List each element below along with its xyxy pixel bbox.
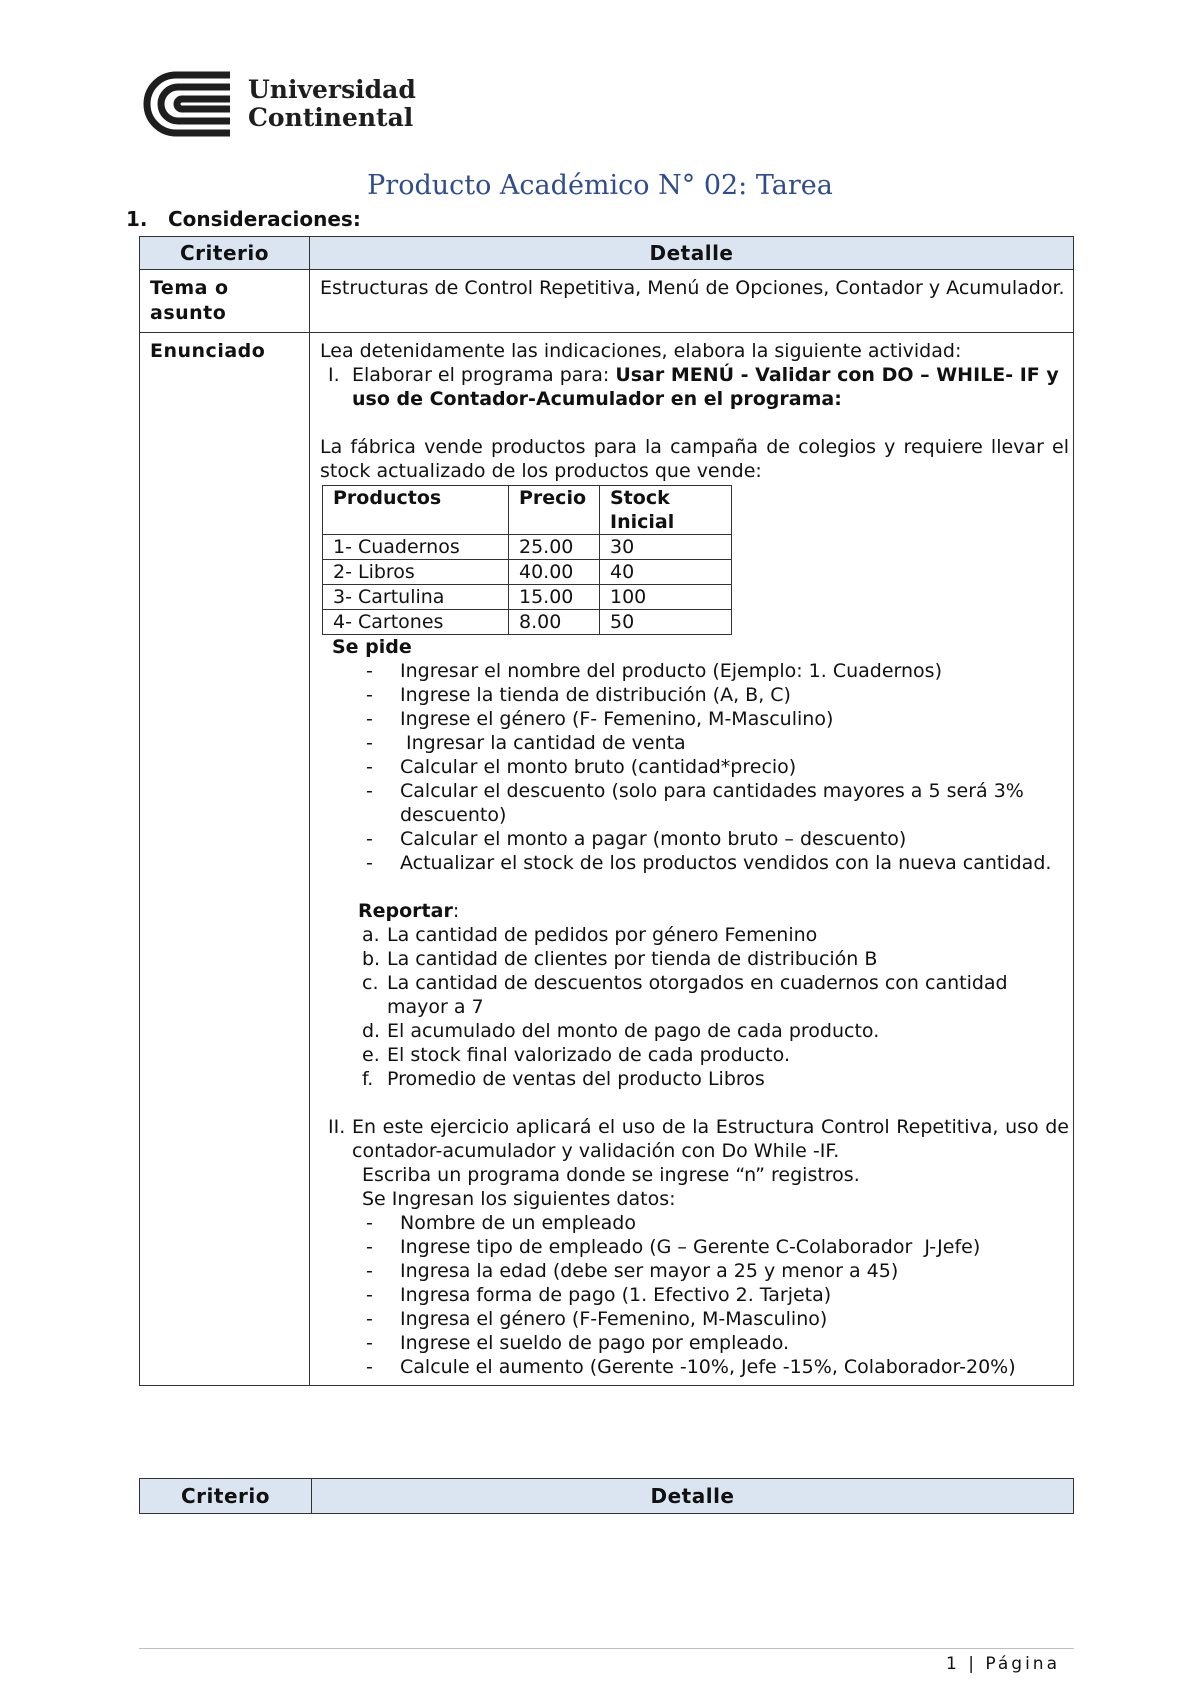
reportar-heading <box>320 899 1069 923</box>
products-header-cell: Precio <box>509 486 600 535</box>
section-label: Consideraciones: <box>168 207 361 231</box>
item-i-text: Elaborar el programa para: <box>352 364 616 386</box>
products-table <box>322 485 732 635</box>
price-cell: 8.00 <box>509 610 600 635</box>
item-ii-text: En este ejercicio aplicará el uso de la Estructura Control Repetitiva, uso de contador-acumulador y validación con Do While -IF. <box>352 1116 1069 1162</box>
intro-text: Lea detenidamente las indicaciones, elabora la siguiente actividad: <box>320 340 962 362</box>
second-criteria-table <box>139 1478 1074 1514</box>
criterio-tema: Tema o asunto <box>140 270 310 333</box>
se-pide-label: Se pide <box>332 636 412 658</box>
product-cell: 4- Cartones <box>323 610 509 635</box>
list-item: - Ingrese el género (F- Femenino, M-Masculino) <box>366 708 834 730</box>
list-item: - Ingresa forma de pago (1. Efectivo 2. Tarjeta) <box>366 1284 832 1306</box>
list-item: - Actualizar el stock de los productos vendidos con la nueva cantidad. <box>366 852 1052 874</box>
logo-line-1: Universidad <box>248 75 416 104</box>
page-title: Producto Académico N° 02: Tarea <box>367 170 833 201</box>
footer-divider <box>139 1648 1074 1649</box>
list-item: - Ingresa el género (F-Femenino, M-Masculino) <box>366 1308 828 1330</box>
list-item: - Ingresar el nombre del producto (Ejemplo: 1. Cuadernos) <box>366 660 942 682</box>
list-item: - Ingresa la edad (debe ser mayor a 25 y menor a 45) <box>366 1260 899 1282</box>
se-pide-list <box>320 659 1069 875</box>
considerations-table <box>139 236 1074 1386</box>
section-number: 1. <box>126 207 148 231</box>
list-item: - Ingrese tipo de empleado (G – Gerente C-Colaborador J-Jefe) <box>366 1236 981 1258</box>
list-item: d. El acumulado del monto de pago de cada producto. <box>362 1020 880 1042</box>
list-item: - Calcular el descuento (solo para cantidades mayores a 5 será 3% descuento) <box>366 780 1024 826</box>
products-header-cell: Stock Inicial <box>600 486 732 535</box>
item-i-bold: Usar MENÚ - Validar con DO – WHILE- IF y uso de Contador-Acumulador en el programa: <box>352 364 1059 410</box>
product-cell: 2- Libros <box>323 560 509 585</box>
logo-text <box>248 76 416 132</box>
reportar-label: Reportar <box>358 900 453 922</box>
item-i <box>320 363 1069 411</box>
continental-logo-icon <box>142 70 234 138</box>
product-cell: 3- Cartulina <box>323 585 509 610</box>
header-criterio: Criterio <box>140 237 310 270</box>
stock-cell: 40 <box>600 560 732 585</box>
detalle-enunciado <box>310 333 1074 1386</box>
list-item: - Ingresar la cantidad de venta <box>366 732 686 754</box>
list-item: - Calcular el monto bruto (cantidad*precio) <box>366 756 797 778</box>
stock-cell: 30 <box>600 535 732 560</box>
page-number: 1 | Página <box>946 1654 1060 1674</box>
products-header-row <box>323 486 732 535</box>
list-item: - Ingrese el sueldo de pago por empleado. <box>366 1332 790 1354</box>
table-header-row <box>140 1479 1074 1514</box>
list-item: - Calcular el monto a pagar (monto bruto – descuento) <box>366 828 907 850</box>
reportar-colon: : <box>452 900 460 922</box>
product-cell: 1- Cuadernos <box>323 535 509 560</box>
list-item: e. El stock final valorizado de cada producto. <box>362 1044 791 1066</box>
reportar-list <box>320 923 1069 1091</box>
stock-cell: 100 <box>600 585 732 610</box>
campaign-paragraph: La fábrica vende productos para la campaña de colegios y requiere llevar el stock actualizado de los productos que vende: <box>320 436 1069 482</box>
stock-cell: 50 <box>600 610 732 635</box>
item-i-marker: I. <box>328 364 340 386</box>
list-item: f. Promedio de ventas del producto Libros <box>362 1068 765 1090</box>
item-ii <box>320 1115 1069 1163</box>
price-cell: 25.00 <box>509 535 600 560</box>
section-heading <box>126 207 361 231</box>
university-logo <box>142 70 416 138</box>
logo-line-2: Continental <box>248 103 414 132</box>
item-ii-line3: Se Ingresan los siguientes datos: <box>362 1188 676 1210</box>
table-row <box>140 333 1074 1386</box>
employee-data-list <box>320 1211 1069 1379</box>
list-item: a. La cantidad de pedidos por género Femenino <box>362 924 818 946</box>
products-header-cell: Productos <box>323 486 509 535</box>
table-header-row <box>140 237 1074 270</box>
item-ii-line2: Escriba un programa donde se ingrese “n” registros. <box>362 1164 860 1186</box>
criterio-enunciado: Enunciado <box>140 333 310 1386</box>
products-row <box>323 560 732 585</box>
list-item: - Nombre de un empleado <box>366 1212 636 1234</box>
list-item: - Calcule el aumento (Gerente -10%, Jefe -15%, Colaborador-20%) <box>366 1356 1016 1378</box>
header-detalle: Detalle <box>312 1479 1074 1514</box>
price-cell: 15.00 <box>509 585 600 610</box>
products-row <box>323 535 732 560</box>
item-i-content <box>352 363 1069 411</box>
detalle-tema: Estructuras de Control Repetitiva, Menú de Opciones, Contador y Acumulador. <box>310 270 1074 333</box>
table-row <box>140 270 1074 333</box>
header-detalle: Detalle <box>310 237 1074 270</box>
item-ii-marker: II. <box>328 1116 346 1138</box>
list-item: b. La cantidad de clientes por tienda de distribución B <box>362 948 878 970</box>
products-row <box>323 585 732 610</box>
list-item: c. La cantidad de descuentos otorgados en cuadernos con cantidad mayor a 7 <box>362 972 1008 1018</box>
header-criterio: Criterio <box>140 1479 312 1514</box>
products-row <box>323 610 732 635</box>
price-cell: 40.00 <box>509 560 600 585</box>
list-item: - Ingrese la tienda de distribución (A, B, C) <box>366 684 791 706</box>
